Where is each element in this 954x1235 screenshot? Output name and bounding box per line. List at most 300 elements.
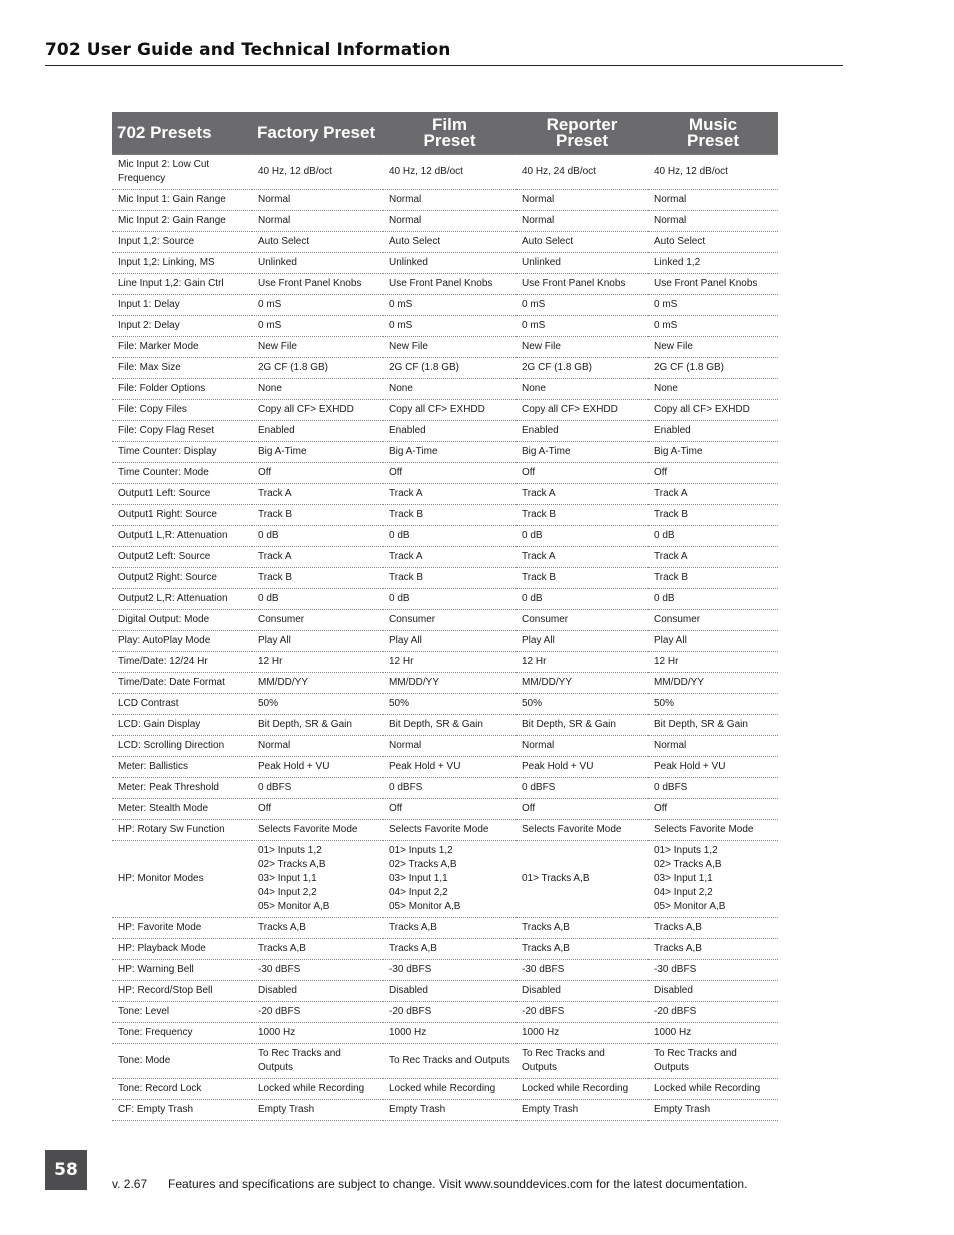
preset-value-cell (383, 589, 516, 610)
cell-text: Play All (654, 635, 687, 646)
preset-value-cell (516, 316, 648, 337)
setting-name-cell (112, 1023, 252, 1044)
cell-text: Input 1: Delay (118, 299, 180, 310)
preset-value-cell (648, 1100, 778, 1121)
cell-text: Tone: Record Lock (118, 1083, 202, 1094)
preset-value-cell (648, 526, 778, 547)
cell-text: Normal (389, 740, 422, 751)
cell-text: Locked while Recording (522, 1083, 629, 1094)
preset-value-cell (648, 505, 778, 526)
column-header-line: Film (432, 115, 467, 134)
cell-text: 0 dB (389, 593, 410, 604)
table-row (112, 211, 778, 232)
cell-text: Big A-Time (654, 446, 703, 457)
preset-value-cell (252, 211, 383, 232)
preset-value-cell (383, 673, 516, 694)
setting-name-cell (112, 526, 252, 547)
preset-value-cell (516, 778, 648, 799)
cell-text: Meter: Peak Threshold (118, 782, 219, 793)
setting-name-cell (112, 337, 252, 358)
cell-text: 50% (389, 698, 410, 709)
preset-value-cell (252, 939, 383, 960)
preset-value-cell (383, 295, 516, 316)
cell-text: Track A (654, 488, 688, 499)
table-row (112, 463, 778, 484)
table-row (112, 960, 778, 981)
preset-value-cell (648, 421, 778, 442)
setting-name-cell (112, 1044, 252, 1079)
preset-value-cell (516, 673, 648, 694)
preset-value-cell (383, 1002, 516, 1023)
column-header-line: Factory Preset (257, 123, 376, 142)
table-row (112, 421, 778, 442)
table-row (112, 981, 778, 1002)
cell-text: Output1 Left: Source (118, 488, 211, 499)
cell-text: Off (258, 467, 272, 478)
table-row (112, 155, 778, 190)
setting-name-cell (112, 442, 252, 463)
preset-value-cell (252, 778, 383, 799)
preset-value-cell (516, 358, 648, 379)
preset-value-cell (383, 316, 516, 337)
cell-text: Normal (258, 194, 291, 205)
setting-name-cell (112, 400, 252, 421)
preset-value-cell (648, 211, 778, 232)
preset-value-cell (648, 673, 778, 694)
cell-text: New File (389, 341, 428, 352)
preset-value-cell (648, 316, 778, 337)
setting-name-cell (112, 421, 252, 442)
preset-value-cell (648, 610, 778, 631)
preset-value-cell (252, 568, 383, 589)
cell-text: Tone: Frequency (118, 1027, 193, 1038)
preset-value-cell (516, 295, 648, 316)
cell-text: MM/DD/YY (389, 677, 439, 688)
table-row (112, 631, 778, 652)
cell-text: Frequency (118, 173, 166, 184)
cell-text: Linked 1,2 (654, 257, 701, 268)
cell-text: 04> Input 2,2 (258, 887, 317, 898)
preset-value-cell (252, 918, 383, 939)
preset-value-cell (648, 981, 778, 1002)
cell-text: File: Marker Mode (118, 341, 199, 352)
preset-value-cell (648, 442, 778, 463)
setting-name-cell (112, 778, 252, 799)
cell-text: 04> Input 2,2 (389, 887, 448, 898)
setting-name-cell (112, 274, 252, 295)
table-row (112, 841, 778, 918)
preset-value-cell (648, 736, 778, 757)
cell-text: CF: Empty Trash (118, 1104, 194, 1115)
preset-value-cell (648, 1079, 778, 1100)
preset-value-cell (252, 1079, 383, 1100)
table-row (112, 778, 778, 799)
preset-value-cell (516, 547, 648, 568)
preset-value-cell (516, 1023, 648, 1044)
cell-text: 50% (522, 698, 543, 709)
cell-text: 03> Input 1,1 (258, 873, 317, 884)
cell-text: 1000 Hz (258, 1027, 296, 1038)
presets-table-body (112, 155, 778, 1121)
cell-text: To Rec Tracks and Outputs (258, 1048, 341, 1073)
preset-value-cell (648, 463, 778, 484)
preset-value-cell (383, 463, 516, 484)
preset-value-cell (648, 715, 778, 736)
preset-value-cell (252, 505, 383, 526)
cell-text: 50% (258, 698, 279, 709)
setting-name-cell (112, 715, 252, 736)
cell-text: Consumer (389, 614, 436, 625)
preset-value-cell (383, 1079, 516, 1100)
cell-text: Copy all CF> EXHDD (654, 404, 750, 415)
preset-value-cell (516, 400, 648, 421)
cell-text: Empty Trash (522, 1104, 579, 1115)
preset-value-cell (648, 960, 778, 981)
cell-text: New File (522, 341, 561, 352)
cell-text: Tone: Level (118, 1006, 170, 1017)
cell-text: Big A-Time (522, 446, 571, 457)
cell-text: Normal (522, 215, 555, 226)
column-header-line: Preset (423, 131, 476, 150)
cell-text: Normal (654, 740, 687, 751)
cell-text: Off (258, 803, 272, 814)
cell-text: Track A (258, 551, 292, 562)
cell-text: Peak Hold + VU (389, 761, 461, 772)
table-row (112, 610, 778, 631)
preset-value-cell (648, 694, 778, 715)
header-row (112, 112, 778, 155)
cell-text: Track B (389, 572, 424, 583)
preset-value-cell (383, 652, 516, 673)
preset-value-cell (516, 484, 648, 505)
cell-text: Output1 Right: Source (118, 509, 217, 520)
table-row (112, 694, 778, 715)
column-header-line: Preset (687, 131, 739, 150)
cell-text: Unlinked (389, 257, 428, 268)
preset-value-cell (383, 715, 516, 736)
cell-text: Track B (654, 509, 689, 520)
footer (112, 1177, 747, 1191)
cell-text: -20 dBFS (522, 1006, 565, 1017)
cell-text: Tracks A,B (389, 943, 437, 954)
table-row (112, 505, 778, 526)
column-header (252, 112, 383, 155)
cell-text: 40 Hz, 12 dB/oct (389, 166, 463, 177)
preset-value-cell (383, 568, 516, 589)
preset-value-cell (383, 799, 516, 820)
setting-name-cell (112, 211, 252, 232)
preset-value-cell (648, 820, 778, 841)
cell-text: 0 mS (522, 320, 546, 331)
cell-text: Output2 Right: Source (118, 572, 217, 583)
preset-value-cell (383, 358, 516, 379)
cell-text: -30 dBFS (258, 964, 301, 975)
cell-text: Unlinked (522, 257, 561, 268)
presets-table-header (112, 112, 778, 155)
table-row (112, 379, 778, 400)
cell-text: 0 mS (389, 299, 413, 310)
preset-value-cell (383, 442, 516, 463)
version-label: v. 2.67 (112, 1177, 148, 1191)
column-header (383, 112, 516, 155)
cell-text: Time/Date: Date Format (118, 677, 225, 688)
cell-text: File: Copy Files (118, 404, 187, 415)
preset-value-cell (252, 841, 383, 918)
preset-value-cell (516, 981, 648, 1002)
preset-value-cell (252, 631, 383, 652)
preset-value-cell (648, 547, 778, 568)
cell-text: 02> Tracks A,B (389, 859, 457, 870)
cell-text: Big A-Time (389, 446, 438, 457)
preset-value-cell (252, 421, 383, 442)
cell-text: 40 Hz, 24 dB/oct (522, 166, 596, 177)
setting-name-cell (112, 379, 252, 400)
preset-value-cell (383, 694, 516, 715)
cell-text: Output1 L,R: Attenuation (118, 530, 228, 541)
preset-value-cell (383, 841, 516, 918)
cell-text: Tracks A,B (654, 922, 702, 933)
table-row (112, 1079, 778, 1100)
column-header-line: 702 Presets (117, 123, 212, 142)
preset-value-cell (383, 337, 516, 358)
preset-value-cell (383, 820, 516, 841)
preset-value-cell (648, 757, 778, 778)
preset-value-cell (516, 610, 648, 631)
table-row (112, 190, 778, 211)
cell-text: Normal (522, 194, 555, 205)
cell-text: Off (522, 803, 536, 814)
cell-text: 2G CF (1.8 GB) (389, 362, 460, 373)
preset-value-cell (648, 778, 778, 799)
preset-value-cell (383, 400, 516, 421)
cell-text: Input 2: Delay (118, 320, 180, 331)
cell-text: 0 mS (389, 320, 413, 331)
preset-value-cell (252, 442, 383, 463)
preset-value-cell (383, 211, 516, 232)
cell-text: Track A (522, 488, 556, 499)
cell-text: Track B (258, 509, 293, 520)
preset-value-cell (648, 799, 778, 820)
cell-text: 1000 Hz (654, 1027, 692, 1038)
cell-text: Use Front Panel Knobs (654, 278, 758, 289)
setting-name-cell (112, 1002, 252, 1023)
page-title: 702 User Guide and Technical Information (45, 40, 451, 60)
column-header-line: Preset (556, 131, 608, 150)
cell-text: HP: Warning Bell (118, 964, 194, 975)
preset-value-cell (516, 421, 648, 442)
setting-name-cell (112, 631, 252, 652)
cell-text: 0 dB (654, 593, 675, 604)
cell-text: 01> Inputs 1,2 (258, 845, 322, 856)
cell-text: Peak Hold + VU (522, 761, 594, 772)
preset-value-cell (648, 400, 778, 421)
preset-value-cell (516, 715, 648, 736)
cell-text: Meter: Stealth Mode (118, 803, 209, 814)
preset-value-cell (648, 190, 778, 211)
setting-name-cell (112, 799, 252, 820)
preset-value-cell (252, 379, 383, 400)
cell-text: 0 dB (258, 530, 279, 541)
table-row (112, 939, 778, 960)
cell-text: Track B (522, 572, 557, 583)
cell-text: Off (389, 803, 403, 814)
preset-value-cell (516, 918, 648, 939)
cell-text: Copy all CF> EXHDD (258, 404, 354, 415)
preset-value-cell (383, 1100, 516, 1121)
preset-value-cell (516, 820, 648, 841)
cell-text: Time/Date: 12/24 Hr (118, 656, 208, 667)
cell-text: None (258, 383, 282, 394)
setting-name-cell (112, 316, 252, 337)
cell-text: Use Front Panel Knobs (389, 278, 493, 289)
preset-value-cell (516, 631, 648, 652)
cell-text: Track A (258, 488, 292, 499)
cell-text: MM/DD/YY (258, 677, 308, 688)
cell-text: 40 Hz, 12 dB/oct (654, 166, 728, 177)
preset-value-cell (516, 1044, 648, 1079)
preset-value-cell (648, 939, 778, 960)
cell-text: To Rec Tracks and Outputs (522, 1048, 605, 1073)
cell-text: 1000 Hz (389, 1027, 427, 1038)
preset-value-cell (516, 694, 648, 715)
preset-value-cell (252, 960, 383, 981)
preset-value-cell (252, 253, 383, 274)
preset-value-cell (516, 505, 648, 526)
cell-text: Tracks A,B (258, 922, 306, 933)
cell-text: Unlinked (258, 257, 297, 268)
preset-value-cell (252, 316, 383, 337)
cell-text: Locked while Recording (258, 1083, 365, 1094)
preset-value-cell (516, 211, 648, 232)
cell-text: 02> Tracks A,B (258, 859, 326, 870)
preset-value-cell (516, 652, 648, 673)
preset-value-cell (648, 1002, 778, 1023)
cell-text: Enabled (654, 425, 691, 436)
cell-text: Normal (389, 215, 422, 226)
cell-text: Track A (389, 488, 423, 499)
preset-value-cell (648, 358, 778, 379)
preset-value-cell (383, 918, 516, 939)
preset-value-cell (648, 1023, 778, 1044)
preset-value-cell (252, 463, 383, 484)
preset-value-cell (383, 1044, 516, 1079)
setting-name-cell (112, 610, 252, 631)
preset-value-cell (383, 757, 516, 778)
preset-value-cell (252, 715, 383, 736)
cell-text: 0 mS (522, 299, 546, 310)
preset-value-cell (252, 337, 383, 358)
preset-value-cell (252, 694, 383, 715)
cell-text: 0 dB (522, 593, 543, 604)
cell-text: Normal (654, 194, 687, 205)
setting-name-cell (112, 190, 252, 211)
table-row (112, 673, 778, 694)
preset-value-cell (516, 960, 648, 981)
preset-value-cell (516, 1100, 648, 1121)
setting-name-cell (112, 155, 252, 190)
cell-text: New File (654, 341, 693, 352)
preset-value-cell (252, 190, 383, 211)
preset-value-cell (516, 155, 648, 190)
cell-text: MM/DD/YY (654, 677, 704, 688)
cell-text: Line Input 1,2: Gain Ctrl (118, 278, 224, 289)
table-row (112, 799, 778, 820)
cell-text: LCD: Scrolling Direction (118, 740, 225, 751)
column-header-line: Music (688, 115, 738, 134)
cell-text: Track B (522, 509, 557, 520)
cell-text: 0 dB (258, 593, 279, 604)
preset-value-cell (252, 1100, 383, 1121)
preset-value-cell (648, 232, 778, 253)
cell-text: None (522, 383, 546, 394)
preset-value-cell (648, 589, 778, 610)
cell-text: Track A (389, 551, 423, 562)
table-row (112, 442, 778, 463)
cell-text: Disabled (654, 985, 693, 996)
setting-name-cell (112, 757, 252, 778)
table-row (112, 757, 778, 778)
preset-value-cell (383, 1023, 516, 1044)
cell-text: HP: Favorite Mode (118, 922, 202, 933)
preset-value-cell (516, 568, 648, 589)
cell-text: Play All (522, 635, 555, 646)
preset-value-cell (383, 610, 516, 631)
cell-text: 40 Hz, 12 dB/oct (258, 166, 332, 177)
setting-name-cell (112, 820, 252, 841)
cell-text: LCD: Gain Display (118, 719, 201, 730)
setting-name-cell (112, 463, 252, 484)
cell-text: Locked while Recording (654, 1083, 761, 1094)
preset-value-cell (383, 939, 516, 960)
cell-text: Locked while Recording (389, 1083, 496, 1094)
preset-value-cell (252, 673, 383, 694)
cell-text: 05> Monitor A,B (389, 901, 461, 912)
cell-text: Selects Favorite Mode (389, 824, 489, 835)
table-row (112, 736, 778, 757)
preset-value-cell (516, 799, 648, 820)
cell-text: 0 mS (258, 320, 282, 331)
preset-value-cell (648, 631, 778, 652)
preset-value-cell (516, 463, 648, 484)
cell-text: Copy all CF> EXHDD (389, 404, 485, 415)
cell-text: 50% (654, 698, 675, 709)
cell-text: Track B (389, 509, 424, 520)
preset-value-cell (648, 918, 778, 939)
preset-value-cell (648, 337, 778, 358)
setting-name-cell (112, 841, 252, 918)
preset-value-cell (648, 484, 778, 505)
footer-notice: Features and specifications are subject to change. Visit www.sounddevices.com for the latest documentation. (168, 1177, 748, 1191)
cell-text: Tracks A,B (654, 943, 702, 954)
cell-text: 12 Hr (258, 656, 283, 667)
preset-value-cell (252, 274, 383, 295)
setting-name-cell (112, 568, 252, 589)
cell-text: Auto Select (258, 236, 310, 247)
cell-text: 12 Hr (389, 656, 414, 667)
page-number: 58 (45, 1150, 87, 1190)
cell-text: Mic Input 1: Gain Range (118, 194, 226, 205)
cell-text: Input 1,2: Source (118, 236, 195, 247)
preset-value-cell (516, 1079, 648, 1100)
cell-text: Big A-Time (258, 446, 307, 457)
setting-name-cell (112, 736, 252, 757)
cell-text: 12 Hr (654, 656, 679, 667)
preset-value-cell (383, 736, 516, 757)
table-row (112, 316, 778, 337)
cell-text: -20 dBFS (258, 1006, 301, 1017)
cell-text: -20 dBFS (389, 1006, 432, 1017)
cell-text: 2G CF (1.8 GB) (522, 362, 593, 373)
